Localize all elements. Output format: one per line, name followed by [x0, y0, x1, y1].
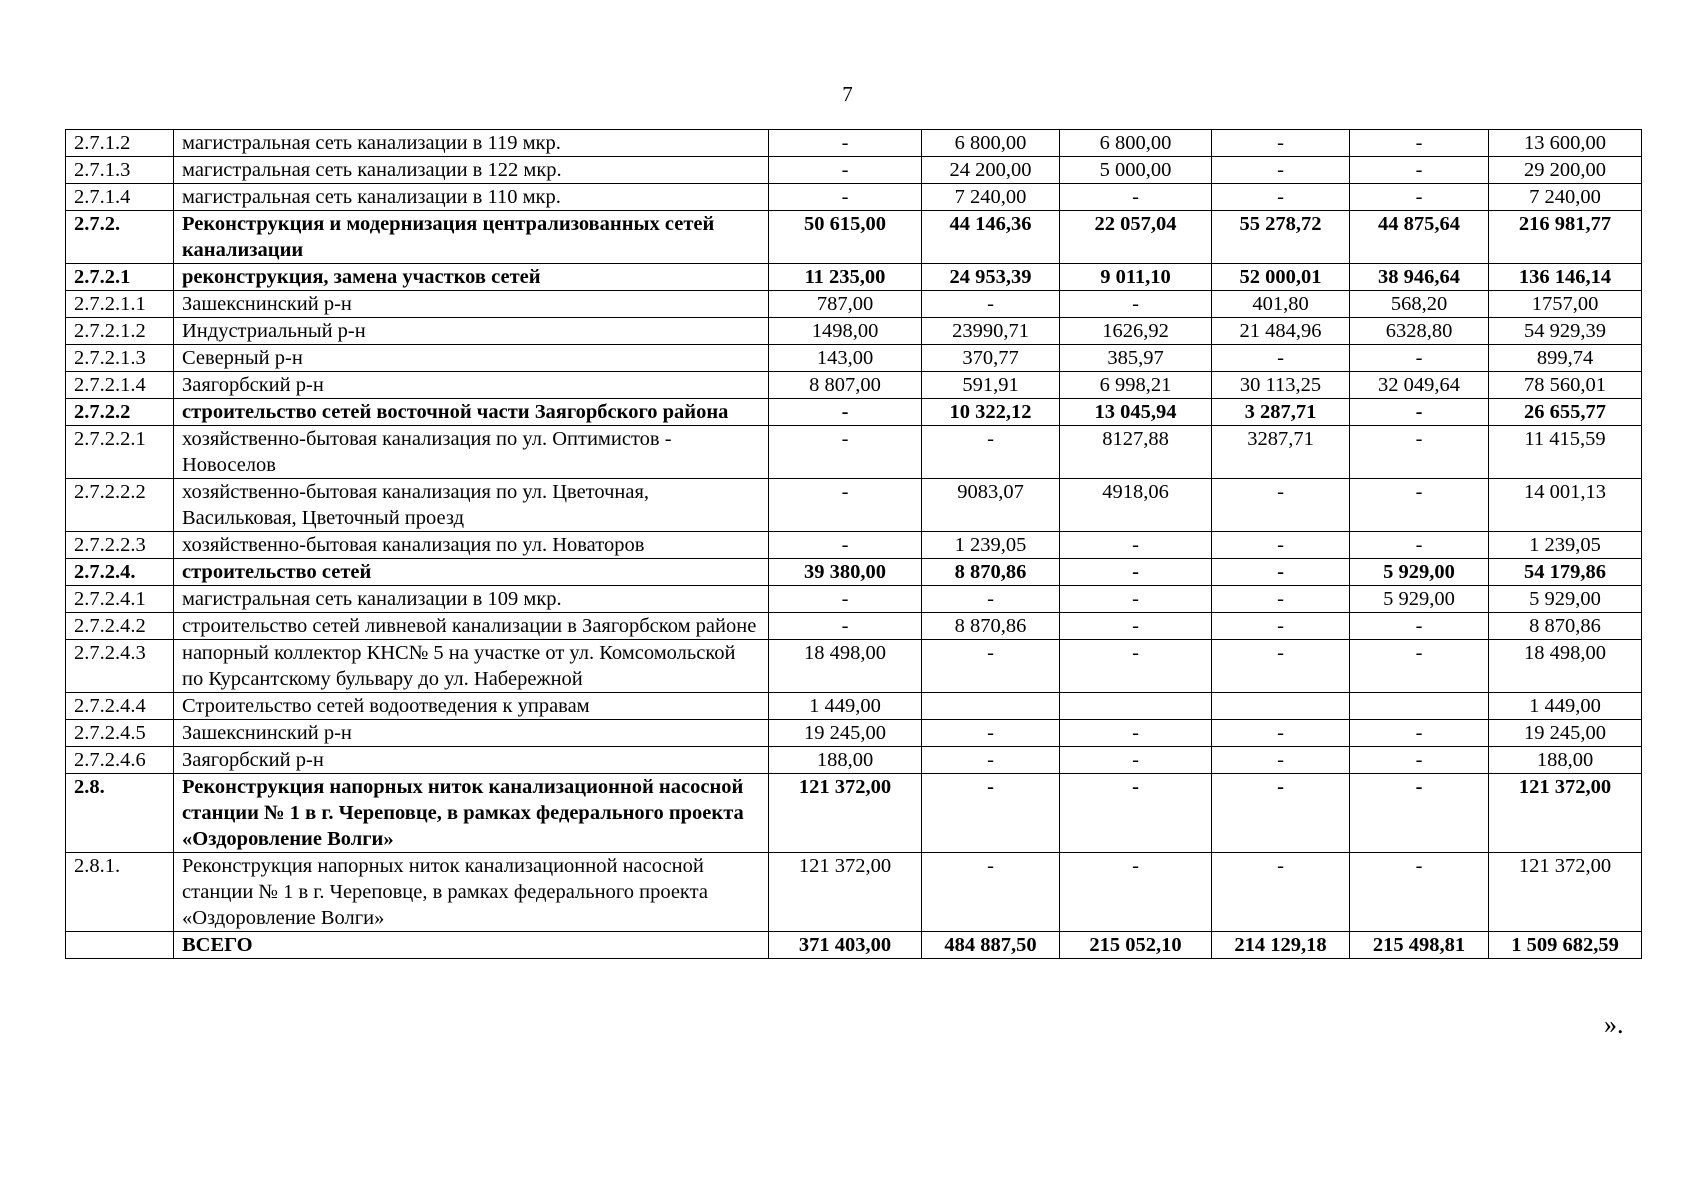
row-value-cell: 8 870,86: [922, 559, 1060, 586]
row-value-cell: 121 372,00: [1489, 774, 1642, 853]
table-row: [66, 774, 1642, 853]
row-name-cell: магистральная сеть канализации в 119 мкр.: [174, 130, 769, 157]
row-code-cell: 2.7.2.2.2: [66, 479, 174, 532]
row-value-cell: 29 200,00: [1489, 157, 1642, 184]
row-value-cell: 1 239,05: [922, 532, 1060, 559]
row-code-cell: 2.8.1.: [66, 853, 174, 932]
row-value-cell: -: [1212, 747, 1350, 774]
row-value-cell: 19 245,00: [769, 720, 922, 747]
row-value-cell: [922, 693, 1060, 720]
row-value-cell: 371 403,00: [769, 932, 922, 959]
row-code-cell: 2.8.: [66, 774, 174, 853]
table-row: [66, 532, 1642, 559]
row-value-cell: -: [1212, 613, 1350, 640]
row-value-cell: -: [1350, 130, 1489, 157]
row-value-cell: -: [1212, 586, 1350, 613]
row-value-cell: 10 322,12: [922, 399, 1060, 426]
row-value-cell: 5 929,00: [1489, 586, 1642, 613]
table-row: [66, 184, 1642, 211]
row-value-cell: 899,74: [1489, 345, 1642, 372]
row-value-cell: -: [922, 747, 1060, 774]
table-row: [66, 747, 1642, 774]
row-value-cell: -: [1212, 130, 1350, 157]
row-code-cell: 2.7.2.4.2: [66, 613, 174, 640]
row-value-cell: -: [922, 426, 1060, 479]
row-name-cell: Северный р-н: [174, 345, 769, 372]
row-value-cell: 591,91: [922, 372, 1060, 399]
row-code-cell: 2.7.2.: [66, 211, 174, 264]
row-name-cell: магистральная сеть канализации в 110 мкр.: [174, 184, 769, 211]
row-value-cell: -: [1350, 613, 1489, 640]
row-value-cell: -: [1212, 184, 1350, 211]
row-value-cell: -: [1060, 774, 1212, 853]
row-name-cell: строительство сетей восточной части Заягорбского района: [174, 399, 769, 426]
row-value-cell: 8127,88: [1060, 426, 1212, 479]
row-value-cell: 6 800,00: [922, 130, 1060, 157]
row-code-cell: 2.7.2.2: [66, 399, 174, 426]
table-row: [66, 399, 1642, 426]
table-row: [66, 291, 1642, 318]
row-value-cell: 214 129,18: [1212, 932, 1350, 959]
row-code-cell: 2.7.2.4.1: [66, 586, 174, 613]
table-row: [66, 613, 1642, 640]
row-value-cell: 52 000,01: [1212, 264, 1350, 291]
row-value-cell: 136 146,14: [1489, 264, 1642, 291]
row-name-cell: ВСЕГО: [174, 932, 769, 959]
row-value-cell: -: [1350, 184, 1489, 211]
row-code-cell: 2.7.2.2.3: [66, 532, 174, 559]
row-code-cell: 2.7.2.4.5: [66, 720, 174, 747]
row-code-cell: 2.7.1.4: [66, 184, 174, 211]
row-code-cell: 2.7.2.1.1: [66, 291, 174, 318]
row-value-cell: 484 887,50: [922, 932, 1060, 959]
row-value-cell: -: [1350, 399, 1489, 426]
row-name-cell: магистральная сеть канализации в 122 мкр.: [174, 157, 769, 184]
row-value-cell: -: [922, 774, 1060, 853]
row-code-cell: 2.7.2.4.3: [66, 640, 174, 693]
row-value-cell: 1626,92: [1060, 318, 1212, 345]
row-name-cell: строительство сетей: [174, 559, 769, 586]
row-name-cell: магистральная сеть канализации в 109 мкр.: [174, 586, 769, 613]
row-value-cell: -: [769, 532, 922, 559]
row-value-cell: 787,00: [769, 291, 922, 318]
table-row: [66, 720, 1642, 747]
row-code-cell: 2.7.1.3: [66, 157, 174, 184]
row-value-cell: 6328,80: [1350, 318, 1489, 345]
closing-quote-mark: ».: [1604, 1010, 1624, 1039]
row-value-cell: 44 875,64: [1350, 211, 1489, 264]
row-value-cell: 3287,71: [1212, 426, 1350, 479]
row-value-cell: 121 372,00: [769, 774, 922, 853]
row-value-cell: 24 200,00: [922, 157, 1060, 184]
row-code-cell: 2.7.2.1: [66, 264, 174, 291]
table-row: [66, 318, 1642, 345]
row-value-cell: -: [1060, 586, 1212, 613]
row-value-cell: 121 372,00: [769, 853, 922, 932]
row-value-cell: 1 449,00: [1489, 693, 1642, 720]
table-row: [66, 157, 1642, 184]
row-value-cell: -: [1060, 532, 1212, 559]
row-value-cell: 23990,71: [922, 318, 1060, 345]
row-value-cell: 50 615,00: [769, 211, 922, 264]
row-code-cell: 2.7.2.1.4: [66, 372, 174, 399]
row-value-cell: -: [1212, 774, 1350, 853]
row-value-cell: 14 001,13: [1489, 479, 1642, 532]
row-value-cell: 9083,07: [922, 479, 1060, 532]
row-value-cell: 5 000,00: [1060, 157, 1212, 184]
row-value-cell: 370,77: [922, 345, 1060, 372]
row-value-cell: 4918,06: [1060, 479, 1212, 532]
row-value-cell: 18 498,00: [1489, 640, 1642, 693]
row-value-cell: 8 807,00: [769, 372, 922, 399]
row-name-cell: хозяйственно-бытовая канализация по ул. Новаторов: [174, 532, 769, 559]
row-value-cell: 19 245,00: [1489, 720, 1642, 747]
row-value-cell: -: [1212, 640, 1350, 693]
row-name-cell: Заягорбский р-н: [174, 372, 769, 399]
row-value-cell: -: [769, 586, 922, 613]
row-code-cell: [66, 932, 174, 959]
row-value-cell: -: [1350, 720, 1489, 747]
row-value-cell: 216 981,77: [1489, 211, 1642, 264]
row-value-cell: -: [769, 130, 922, 157]
row-value-cell: -: [1350, 853, 1489, 932]
row-name-cell: Реконструкция напорных ниток канализационной насосной станции № 1 в г. Череповце, в рамках федерального проекта «Оздоровление Волги»: [174, 853, 769, 932]
row-value-cell: -: [1060, 559, 1212, 586]
row-value-cell: -: [922, 640, 1060, 693]
row-name-cell: Реконструкция и модернизация централизованных сетей канализации: [174, 211, 769, 264]
row-value-cell: -: [922, 720, 1060, 747]
row-value-cell: 54 179,86: [1489, 559, 1642, 586]
row-value-cell: -: [769, 613, 922, 640]
budget-table: [65, 129, 1642, 959]
row-value-cell: 1498,00: [769, 318, 922, 345]
row-name-cell: Индустриальный р-н: [174, 318, 769, 345]
row-name-cell: реконструкция, замена участков сетей: [174, 264, 769, 291]
row-value-cell: 32 049,64: [1350, 372, 1489, 399]
row-name-cell: Заягорбский р-н: [174, 747, 769, 774]
row-name-cell: хозяйственно-бытовая канализация по ул. Цветочная, Васильковая, Цветочный проезд: [174, 479, 769, 532]
table-row: [66, 130, 1642, 157]
row-value-cell: -: [1212, 559, 1350, 586]
row-value-cell: 18 498,00: [769, 640, 922, 693]
row-value-cell: 13 045,94: [1060, 399, 1212, 426]
table-row: [66, 559, 1642, 586]
row-name-cell: напорный коллектор КНС№ 5 на участке от ул. Комсомольской по Курсантскому бульвару до ул. Набережной: [174, 640, 769, 693]
row-value-cell: -: [1212, 853, 1350, 932]
row-value-cell: 385,97: [1060, 345, 1212, 372]
row-value-cell: -: [1212, 345, 1350, 372]
table-row: [66, 264, 1642, 291]
row-value-cell: 3 287,71: [1212, 399, 1350, 426]
row-value-cell: -: [1060, 640, 1212, 693]
row-value-cell: 22 057,04: [1060, 211, 1212, 264]
row-code-cell: 2.7.1.2: [66, 130, 174, 157]
row-value-cell: -: [1350, 479, 1489, 532]
row-code-cell: 2.7.2.4.4: [66, 693, 174, 720]
row-value-cell: 215 052,10: [1060, 932, 1212, 959]
row-value-cell: [1212, 693, 1350, 720]
row-value-cell: -: [769, 184, 922, 211]
row-value-cell: 7 240,00: [1489, 184, 1642, 211]
row-code-cell: 2.7.2.4.6: [66, 747, 174, 774]
row-value-cell: 6 998,21: [1060, 372, 1212, 399]
row-value-cell: -: [769, 426, 922, 479]
table-row: [66, 479, 1642, 532]
row-value-cell: -: [1060, 747, 1212, 774]
row-value-cell: 143,00: [769, 345, 922, 372]
row-code-cell: 2.7.2.2.1: [66, 426, 174, 479]
row-value-cell: -: [1212, 532, 1350, 559]
row-value-cell: -: [922, 853, 1060, 932]
row-value-cell: -: [922, 586, 1060, 613]
row-value-cell: -: [1060, 853, 1212, 932]
row-value-cell: -: [1350, 157, 1489, 184]
row-value-cell: 30 113,25: [1212, 372, 1350, 399]
row-value-cell: 39 380,00: [769, 559, 922, 586]
table-row: [66, 693, 1642, 720]
row-name-cell: Реконструкция напорных ниток канализационной насосной станции № 1 в г. Череповце, в рамках федерального проекта «Оздоровление Волги»: [174, 774, 769, 853]
row-value-cell: 54 929,39: [1489, 318, 1642, 345]
row-name-cell: строительство сетей ливневой канализации в Заягорбском районе: [174, 613, 769, 640]
row-value-cell: -: [769, 399, 922, 426]
row-value-cell: -: [1060, 291, 1212, 318]
row-value-cell: -: [1212, 157, 1350, 184]
table-row: [66, 640, 1642, 693]
row-value-cell: 215 498,81: [1350, 932, 1489, 959]
row-value-cell: 188,00: [769, 747, 922, 774]
row-value-cell: -: [1350, 747, 1489, 774]
row-value-cell: [1060, 693, 1212, 720]
table-row: [66, 932, 1642, 959]
row-name-cell: Строительство сетей водоотведения к управам: [174, 693, 769, 720]
row-code-cell: 2.7.2.1.2: [66, 318, 174, 345]
row-value-cell: 5 929,00: [1350, 586, 1489, 613]
row-value-cell: 121 372,00: [1489, 853, 1642, 932]
row-value-cell: 5 929,00: [1350, 559, 1489, 586]
row-value-cell: 6 800,00: [1060, 130, 1212, 157]
row-value-cell: 8 870,86: [1489, 613, 1642, 640]
row-value-cell: -: [1350, 345, 1489, 372]
row-value-cell: -: [1212, 720, 1350, 747]
row-code-cell: 2.7.2.4.: [66, 559, 174, 586]
row-value-cell: -: [769, 479, 922, 532]
row-value-cell: 1757,00: [1489, 291, 1642, 318]
row-value-cell: 1 509 682,59: [1489, 932, 1642, 959]
row-value-cell: 8 870,86: [922, 613, 1060, 640]
row-value-cell: 24 953,39: [922, 264, 1060, 291]
row-value-cell: -: [1060, 613, 1212, 640]
row-value-cell: 44 146,36: [922, 211, 1060, 264]
table-row: [66, 853, 1642, 932]
row-name-cell: хозяйственно-бытовая канализация по ул. Оптимистов - Новоселов: [174, 426, 769, 479]
row-value-cell: -: [1060, 184, 1212, 211]
row-value-cell: -: [1350, 426, 1489, 479]
row-value-cell: 11 415,59: [1489, 426, 1642, 479]
row-value-cell: 9 011,10: [1060, 264, 1212, 291]
row-value-cell: -: [1060, 720, 1212, 747]
row-value-cell: 7 240,00: [922, 184, 1060, 211]
page-number: 7: [842, 82, 853, 106]
row-name-cell: Зашекснинский р-н: [174, 291, 769, 318]
row-value-cell: 26 655,77: [1489, 399, 1642, 426]
row-value-cell: -: [1350, 532, 1489, 559]
row-value-cell: 188,00: [1489, 747, 1642, 774]
table-row: [66, 345, 1642, 372]
table-row: [66, 211, 1642, 264]
row-value-cell: 38 946,64: [1350, 264, 1489, 291]
row-value-cell: 401,80: [1212, 291, 1350, 318]
row-value-cell: 55 278,72: [1212, 211, 1350, 264]
row-value-cell: -: [1212, 479, 1350, 532]
row-value-cell: [1350, 693, 1489, 720]
row-value-cell: 78 560,01: [1489, 372, 1642, 399]
table-row: [66, 426, 1642, 479]
row-value-cell: -: [922, 291, 1060, 318]
row-value-cell: 1 239,05: [1489, 532, 1642, 559]
row-value-cell: -: [769, 157, 922, 184]
row-name-cell: Зашекснинский р-н: [174, 720, 769, 747]
row-value-cell: 568,20: [1350, 291, 1489, 318]
row-value-cell: 13 600,00: [1489, 130, 1642, 157]
table-row: [66, 372, 1642, 399]
row-value-cell: 21 484,96: [1212, 318, 1350, 345]
row-value-cell: 11 235,00: [769, 264, 922, 291]
row-value-cell: -: [1350, 640, 1489, 693]
table-row: [66, 586, 1642, 613]
row-value-cell: 1 449,00: [769, 693, 922, 720]
row-value-cell: -: [1350, 774, 1489, 853]
row-code-cell: 2.7.2.1.3: [66, 345, 174, 372]
